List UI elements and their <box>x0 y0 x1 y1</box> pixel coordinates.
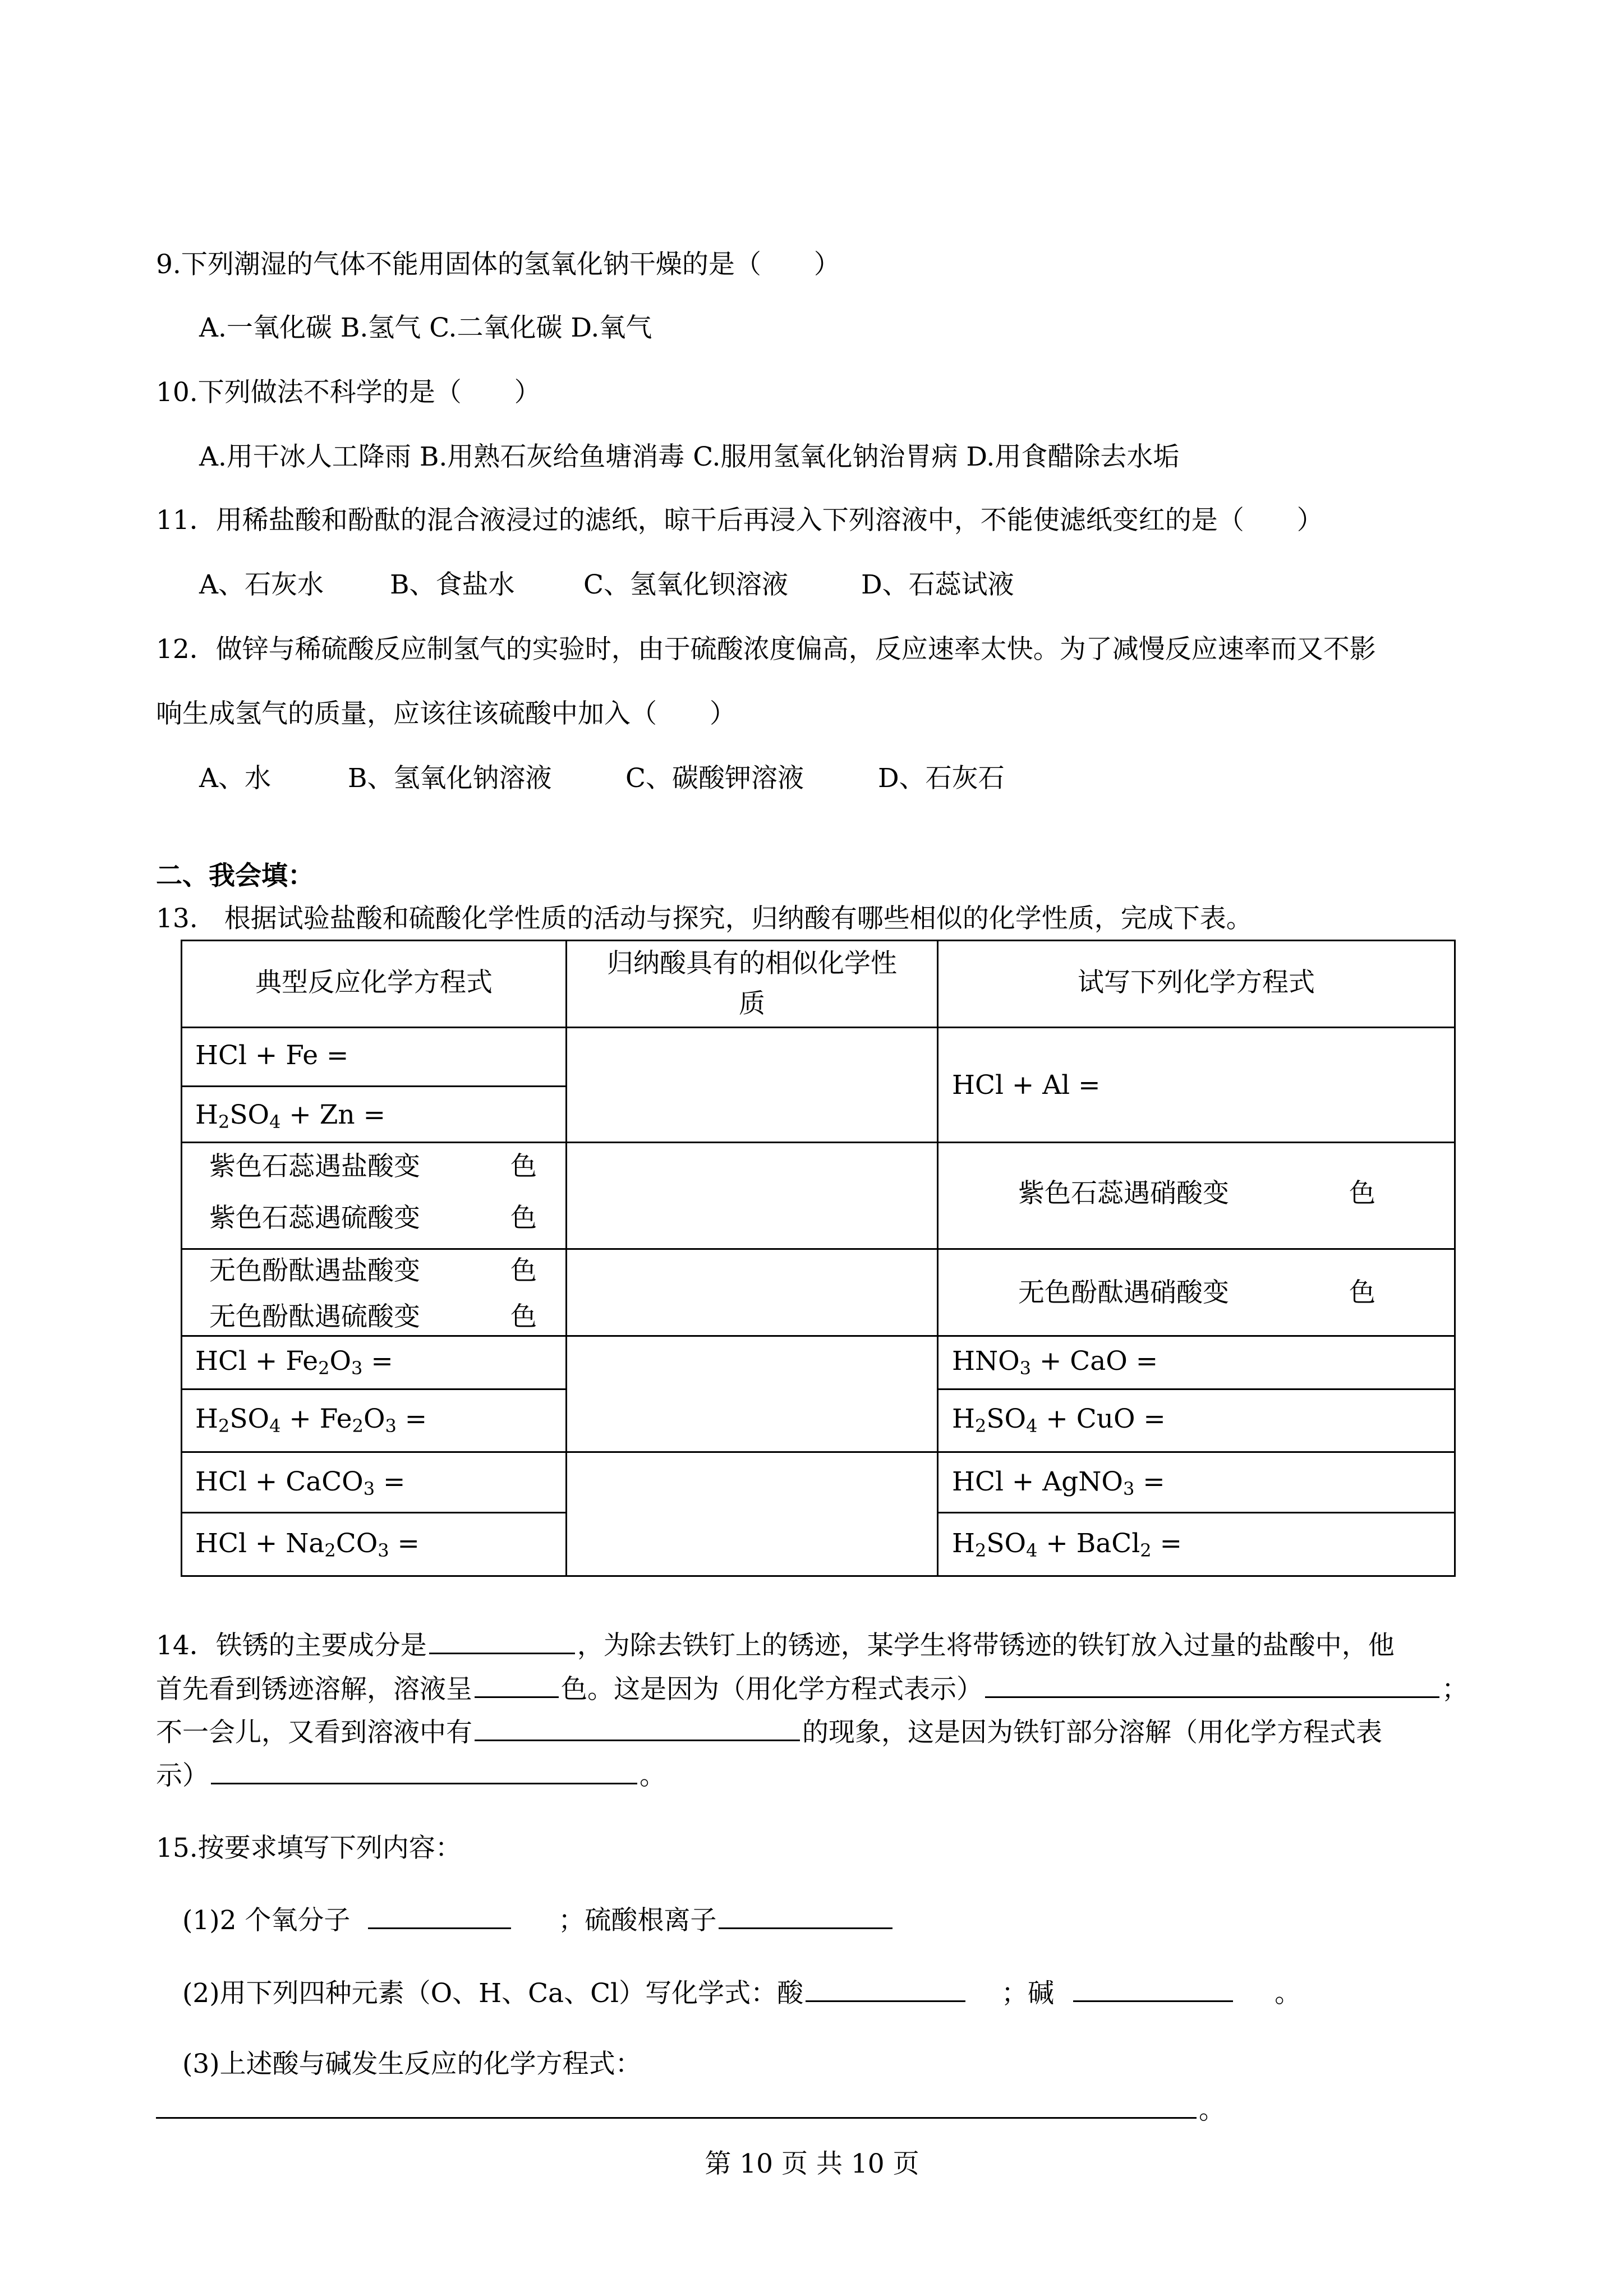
q14-line2: 首先看到锈迹溶解，溶液呈 色。这是因为（用化学方程式表示） ； <box>156 1671 1468 1706</box>
q15-blank-oxygen-molecules[interactable] <box>368 1902 511 1929</box>
q11-option-d: D、石蕊试液 <box>861 569 1014 600</box>
q13-cell-h2so4-cuo: $H_2SO_4$ + CuO = <box>952 1404 1166 1437</box>
q14-line4: 示） 。 <box>156 1757 666 1793</box>
q12-option-c: C、碳酸钾溶液 <box>625 763 804 794</box>
page-footer: 第 10 页 共 10 页 <box>705 2148 919 2179</box>
q10-question: 10.下列做法不科学的是（ ） <box>156 377 541 408</box>
q13-cell-h2so4-bacl2: $H_2SO_4$ + BaCl$_2$ = <box>952 1528 1182 1561</box>
q13-cell-litmus-hcl-color: 色 <box>510 1151 537 1182</box>
q13-cell-phenol-hcl-color: 色 <box>510 1255 537 1286</box>
q13-cell-hcl-agno3: HCl + AgNO$_3$ = <box>952 1466 1165 1499</box>
q12-line1: 12．做锌与稀硫酸反应制氢气的实验时，由于硫酸浓度偏高，反应速率太快。为了减慢反应速率而又不影 <box>156 634 1376 665</box>
q14-blank-equation2[interactable] <box>211 1757 637 1784</box>
q9-options: A.一氧化碳 B.氢气 C.二氧化碳 D.氧气 <box>199 312 652 343</box>
q13-header-col2-line2: 质 <box>739 988 765 1019</box>
q13-cell-litmus-hcl: 紫色石蕊遇盐酸变 <box>209 1151 420 1182</box>
q13-cell-phenol-hno3: 无色酚酞遇硝酸变 <box>1018 1277 1229 1308</box>
q15-part3: (3)上述酸与碱发生反应的化学方程式： <box>182 2049 642 2079</box>
q13-cell-h2so4-fe2o3: $H_2SO_4 + Fe_2O_3$ = <box>195 1404 427 1437</box>
q12-option-a: A、水 <box>199 763 271 794</box>
q13-cell-phenol-h2so4: 无色酚酞遇硫酸变 <box>209 1301 420 1332</box>
q15-part2: (2)用下列四种元素（O、H、Ca、Cl）写化学式：酸 ；碱 。 <box>182 1975 1301 2010</box>
section-title: 二、我会填： <box>156 861 314 891</box>
q13-intro: 13. 根据试验盐酸和硫酸化学性质的活动与探究，归纳酸有哪些相似的化学性质，完成下表。 <box>156 903 1253 934</box>
q13-cell-phenol-hcl: 无色酚酞遇盐酸变 <box>209 1255 420 1286</box>
q14-blank-phenomenon[interactable] <box>475 1714 800 1741</box>
q11-option-a: A、石灰水 <box>199 569 324 600</box>
q15-blank-equation[interactable] <box>156 2091 1197 2119</box>
q13-cell-litmus-h2so4-color: 色 <box>510 1203 537 1234</box>
q11-option-c: C、氢氧化钡溶液 <box>583 569 788 600</box>
q13-cell-litmus-h2so4: 紫色石蕊遇硫酸变 <box>209 1203 420 1234</box>
q13-cell-h2so4-zn: $H_2SO_4 + Zn$ = <box>195 1099 385 1133</box>
q11-question: 11．用稀盐酸和酚酞的混合液浸过的滤纸，晾干后再浸入下列溶液中，不能使滤纸变红的是（ ） <box>156 505 1323 536</box>
q12-option-d: D、石灰石 <box>878 763 1005 794</box>
q13-cell-hcl-na2co3: HCl + $Na_2CO_3$ = <box>195 1528 420 1561</box>
q13-cell-phenol-hno3-color: 色 <box>1349 1277 1375 1308</box>
q13-cell-hcl-fe2o3: HCl + $Fe_2O_3$ = <box>195 1346 393 1379</box>
q13-cell-hcl-al: HCl + Al = <box>952 1070 1101 1101</box>
q15-part3-answer: 。 <box>156 2091 1225 2127</box>
q13-cell-hcl-caco3: HCl + CaCO$_3$ = <box>195 1466 406 1499</box>
q11-option-b: B、食盐水 <box>390 569 515 600</box>
q13-cell-phenol-h2so4-color: 色 <box>510 1301 537 1332</box>
q15-part1: (1)2 个氧分子 ；硫酸根离子 <box>182 1902 895 1938</box>
q15-blank-acid[interactable] <box>806 1975 965 2002</box>
q13-header-col2-line1: 归纳酸具有的相似化学性 <box>607 948 897 979</box>
q14-line1: 14．铁锈的主要成分是 ，为除去铁钉上的锈迹，某学生将带锈迹的铁钉放入过量的盐酸中，他 <box>156 1627 1395 1663</box>
q9-question: 9.下列潮湿的气体不能用固体的氢氧化钠干燥的是（ ） <box>156 249 840 280</box>
q10-options: A.用干冰人工降雨 B.用熟石灰给鱼塘消毒 C.服用氢氧化钠治胃病 D.用食醋除去水垢 <box>199 441 1180 472</box>
q14-blank-rust[interactable] <box>429 1627 575 1654</box>
q13-cell-hcl-fe: HCl + Fe = <box>195 1040 349 1071</box>
q14-line3: 不一会儿，又看到溶液中有 的现象，这是因为铁钉部分溶解（用化学方程式表 <box>156 1714 1382 1750</box>
q13-header-col1: 典型反应化学方程式 <box>255 967 493 998</box>
q15-title: 15.按要求填写下列内容： <box>156 1833 462 1864</box>
q13-cell-litmus-hno3-color: 色 <box>1349 1178 1375 1209</box>
q13-cell-hno3-cao: $HNO_3$ + CaO = <box>952 1346 1158 1379</box>
q15-blank-base[interactable] <box>1073 1975 1233 2002</box>
q12-line2: 响生成氢气的质量，应该往该硫酸中加入（ ） <box>156 698 736 729</box>
q14-blank-equation1[interactable] <box>985 1671 1439 1698</box>
q13-cell-litmus-hno3: 紫色石蕊遇硝酸变 <box>1018 1178 1229 1209</box>
q13-header-col3: 试写下列化学方程式 <box>1078 967 1315 998</box>
q15-blank-sulfate-ion[interactable] <box>719 1902 892 1929</box>
q14-blank-color[interactable] <box>475 1671 559 1698</box>
q12-option-b: B、氢氧化钠溶液 <box>348 763 552 794</box>
